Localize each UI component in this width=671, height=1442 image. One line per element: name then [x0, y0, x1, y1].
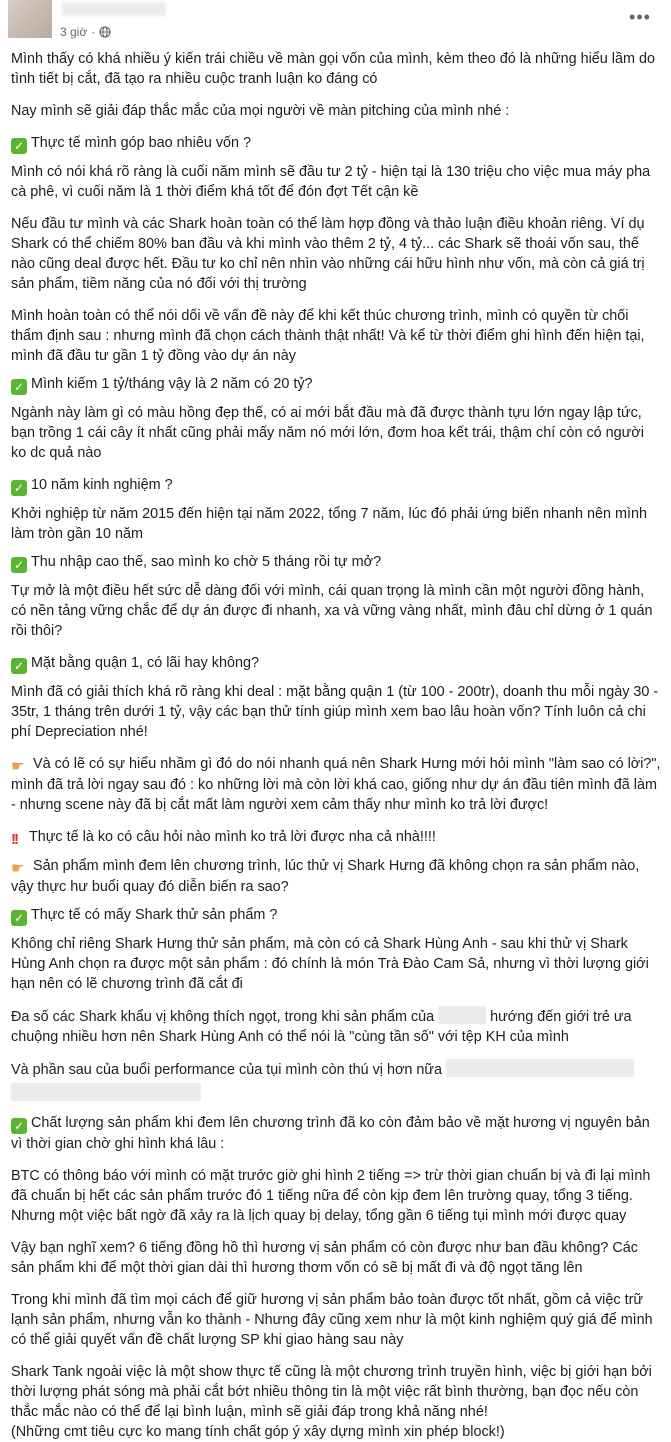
paragraph-text: (Những cmt tiêu cực ko mang tính chất góp ý xây dựng mình xin phép block!): [11, 1424, 505, 1440]
paragraph: Mình hoàn toàn có thể nói dối về vấn đề này để khi kết thúc chương trình, mình có quyền từ chối thẩm định sau : nhưng mình đã chọn cách thành thật nhất! Và kể từ thời điểm ghi hình đến hiện tại, mình đã đầu tư gần 1 tỷ đồng vào dự án này: [11, 308, 645, 364]
paragraph: Không chỉ riêng Shark Hưng thử sản phẩm, mà còn có cả Shark Hùng Anh - sau khi thử vị Shark Hùng Anh chọn ra được một sản phẩm : đó chính là món Trà Đào Cam Sả, nhưng vì thời lượng giới hạn nên có lẽ chương trình đã cắt đi: [11, 936, 649, 992]
hand-point-line: [11, 856, 663, 897]
paragraph: Khởi nghiệp từ năm 2015 đến hiện tại năm 2022, tổng 7 năm, lúc đó phải ứng biến nhanh nên mình làm tròn gần 10 năm: [11, 506, 647, 542]
question-text: Thực tế mình góp bao nhiêu vốn ?: [31, 135, 252, 151]
question-text: Chất lượng sản phẩm khi đem lên chương trình đã ko còn đảm bảo về mặt hương vị nguyên bản vì thời gian chờ ghi hình khá lâu :: [11, 1115, 650, 1152]
paragraph: Mình thấy có khá nhiều ý kiến trái chiều về màn gọi vốn của mình, kèm theo đó là những hiểu lầm do tình tiết bị cắt, đã tạo ra nhiều cuộc tranh luận ko đáng có: [11, 51, 655, 87]
redacted-brand: [438, 1006, 486, 1024]
paragraph-text: Shark Tank ngoài việc là một show thực tế cũng là một chương trình truyền hình, việc bị giới hạn bởi thời lượng phát sóng mà phải cắt bớt nhiều thông tin là một việc rất bình thường, bạn đọc nếu còn thắc mắc nào có thể để lại bình luận, mình sẽ giải đáp trong khả năng nhé!: [11, 1364, 652, 1420]
question-line: [11, 653, 663, 674]
paragraph-text: Và phần sau của buổi performance của tụi mình còn thú vị hơn nữa: [11, 1062, 443, 1078]
check-mark-icon: ✓: [11, 658, 27, 674]
question-line: [11, 1113, 663, 1154]
paragraph: Vậy bạn nghĩ xem? 6 tiếng đồng hồ thì hương vị sản phẩm có còn được như ban đầu không? Các sản phẩm khi để một thời gian dài thì hương thơm vốn có sẽ bị mất đi và độ ngọt tăng lên: [11, 1240, 639, 1276]
double-exclamation-icon: !!: [11, 831, 17, 848]
check-mark-icon: ✓: [11, 1118, 27, 1134]
question-line: [11, 552, 663, 573]
paragraph: Tự mở là một điều hết sức dễ dàng đối với mình, cái quan trọng là mình cần một người đồng hành, có nền tảng vững chắc để dự án được đi nhanh, xa và vững vàng nhất, mình đâu chỉ dừng ở 1 quán rồi thôi?: [11, 583, 653, 639]
paragraph: [11, 1362, 663, 1442]
question-text: 10 năm kinh nghiệm ?: [31, 477, 173, 493]
question-text: Mình kiếm 1 tỷ/tháng vậy là 2 năm có 20 tỷ?: [31, 376, 313, 392]
paragraph-text: Và có lẽ có sự hiểu nhầm gì đó do nói nhanh quá nên Shark Hưng mới hỏi mình "làm sao có lời?", mình đã trả lời ngay sau đó : ko những lời mà còn lời khá cao, giống như dự án đầu tiên mình đã làm - nhưng scene này đã bị cắt mất làm người xem cảm thấy như mình ko trả lời được!: [11, 756, 661, 813]
hand-point-line: [11, 754, 663, 815]
paragraph: BTC có thông báo với mình có mặt trước giờ ghi hình 2 tiếng => trừ thời gian chuẩn bị và đi lại mình đã chuẩn bị hết các sản phẩm trước đó 1 tiếng nữa để còn kịp đem lên trường quay, tổng 3 tiếng. Nhưng một việc bất ngờ đã xảy ra là lịch quay bị delay, tổng gần 6 tiếng tụi mình mới được quay: [11, 1168, 651, 1224]
check-mark-icon: ✓: [11, 557, 27, 573]
paragraph: Nay mình sẽ giải đáp thắc mắc của mọi người về màn pitching của mình nhé :: [11, 103, 510, 119]
question-line: [11, 475, 663, 496]
paragraph-text: hướng đến giới trẻ ưa chuộng nhiều hơn nên Shark Hùng Anh có thể nói là "cùng tần số" với tệp KH của mình: [11, 1009, 632, 1045]
author-name-redacted[interactable]: [62, 2, 166, 16]
check-mark-icon: ✓: [11, 910, 27, 926]
post-header: [0, 0, 671, 44]
paragraph: Mình có nói khá rõ ràng là cuối năm mình sẽ đầu tư 2 tỷ - hiện tại là 130 triệu cho việc mua máy pha cà phê, vì cuối năm là 1 thời điểm khá tốt để đón đợt Tết cận kề: [11, 164, 651, 200]
question-text: Mặt bằng quận 1, có lãi hay không?: [31, 655, 260, 671]
question-line: [11, 905, 663, 926]
paragraph-text: Đa số các Shark khẩu vị không thích ngọt, trong khi sản phẩm của: [11, 1009, 435, 1025]
paragraph: [11, 1006, 663, 1047]
redacted-link[interactable]: [11, 1083, 201, 1101]
globe-icon[interactable]: [99, 26, 111, 38]
exclamation-line: [11, 827, 663, 848]
paragraph-text: Sản phẩm mình đem lên chương trình, lúc thử vị Shark Hưng đã không chọn ra sản phẩm nào, vậy thực hư buổi quay đó diễn biến ra sao?: [11, 858, 640, 895]
meta-separator: ·: [91, 25, 96, 39]
avatar[interactable]: [8, 0, 52, 38]
question-text: Thực tế có mấy Shark thử sản phẩm ?: [31, 907, 278, 923]
post-meta: [60, 24, 111, 40]
check-mark-icon: ✓: [11, 138, 27, 154]
post-body: [11, 49, 663, 1442]
hand-pointing-icon: ☛: [11, 758, 25, 775]
question-line: [11, 133, 663, 154]
more-options-icon[interactable]: •••: [629, 7, 651, 27]
question-line: [11, 374, 663, 395]
check-mark-icon: ✓: [11, 480, 27, 496]
paragraph: Trong khi mình đã tìm mọi cách để giữ hương vị sản phẩm bảo toàn được tốt nhất, gồm cả việc trữ lạnh sản phẩm, nhưng vẫn ko thành - Nhưng đây cũng xem như là một kinh nghiệm quý giá để mình có thể giải quyết vấn đề chất lượng SP khi giao hàng sau này: [11, 1292, 653, 1348]
paragraph-text: Thực tế là ko có câu hỏi nào mình ko trả lời được nha cả nhà!!!!: [29, 829, 436, 845]
check-mark-icon: ✓: [11, 379, 27, 395]
post-time[interactable]: 3 giờ: [60, 25, 88, 39]
question-text: Thu nhập cao thế, sao mình ko chờ 5 tháng rồi tự mở?: [31, 554, 382, 570]
redacted-link[interactable]: [446, 1059, 634, 1077]
paragraph: [11, 1059, 663, 1101]
paragraph: Mình đã có giải thích khá rõ ràng khi deal : mặt bằng quận 1 (từ 100 - 200tr), doanh thu mỗi ngày 30 - 35tr, 1 tháng trên dưới 1 tỷ, vậy các bạn thử tính giúp mình xem bao lâu hoàn vốn? Tính luôn cả chi phí Depreciation nhé!: [11, 684, 659, 740]
paragraph: Nếu đầu tư mình và các Shark hoàn toàn có thể làm hợp đồng và thảo luận điều khoản riêng. Ví dụ Shark có thể chiếm 80% ban đầu và khi mình vào thêm 2 tỷ, 4 tỷ... các Shark sẽ thoái vốn sau, thế nào cũng deal được hết. Đầu tư ko chỉ nên nhìn vào những cái hữu hình như vốn, mà còn cả giá trị sản phẩm, tiềm năng của nó đối với thị trường: [11, 216, 645, 292]
hand-pointing-icon: ☛: [11, 860, 25, 877]
paragraph: Ngành này làm gì có màu hồng đẹp thế, có ai mới bắt đầu mà đã được thành tựu lớn ngay lập tức, bạn trồng 1 cái cây ít nhất cũng phải mấy năm nó mới lớn, đơm hoa kết trái, thậm chí còn có người ko dc quả nào: [11, 405, 644, 461]
